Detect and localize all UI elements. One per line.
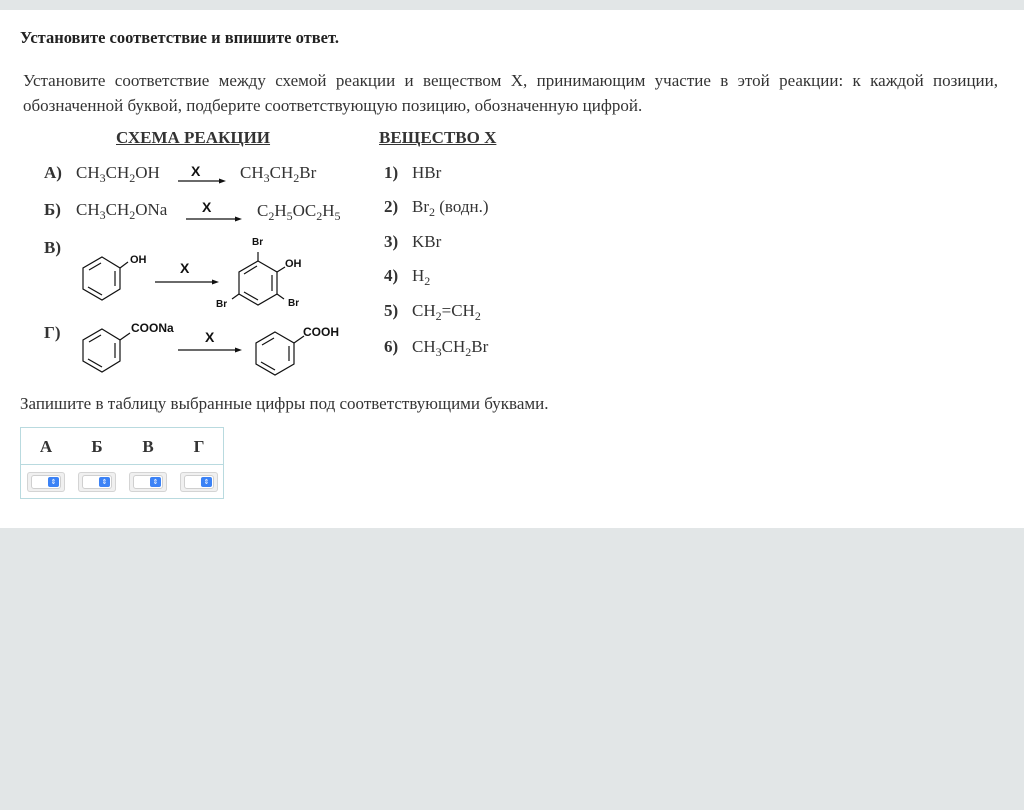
answer-header-g: Г <box>193 437 205 456</box>
reaction-v-letter: В) <box>44 238 61 257</box>
benzoic-cooh-label: COOH <box>303 325 339 339</box>
answer-header-v: В <box>142 437 154 456</box>
reaction-a-product: $CH_3CH_2Br$ <box>240 163 317 185</box>
option-3-number: 3) <box>384 232 399 251</box>
reaction-v-arrow-icon <box>155 277 221 287</box>
answer-header-b: Б <box>91 437 103 456</box>
answer-select-b-field <box>82 475 112 489</box>
option-4-text: $H_2$ <box>412 266 431 288</box>
option-1-number: 1) <box>384 163 399 182</box>
answer-select-a[interactable] <box>27 472 65 492</box>
answer-select-g-field <box>184 475 214 489</box>
reaction-a-arrow-label: X <box>191 163 201 179</box>
reaction-a-letter: А) <box>44 163 62 182</box>
task-instruction: Установите соответствие и впишите ответ. <box>20 28 339 47</box>
product-br-left-label: Br <box>216 299 228 310</box>
sodium-benzoate-structure-icon <box>80 323 132 373</box>
option-6-number: 6) <box>384 337 399 356</box>
answer-select-g[interactable] <box>180 472 218 492</box>
reaction-scheme-header: СХЕМА РЕАКЦИИ <box>116 128 271 147</box>
reaction-b-arrow-label: X <box>202 199 212 215</box>
task-card <box>0 10 1024 528</box>
reaction-g-letter: Г) <box>44 323 61 342</box>
option-2-text: $Br_2$ (водн.) <box>412 197 489 219</box>
product-oh-label: OH <box>285 258 302 270</box>
answer-select-a-field <box>31 475 61 489</box>
select-arrows-icon: ⇕ <box>99 477 110 487</box>
product-br-top-label: Br <box>252 237 264 248</box>
option-5-text: $CH_2=CH_2$ <box>412 301 481 323</box>
reaction-b-arrow-icon <box>186 214 244 224</box>
option-4-number: 4) <box>384 266 399 285</box>
answer-header-a: А <box>39 437 53 456</box>
reaction-b-product: $C_2H_5OC_2H_5$ <box>257 201 341 223</box>
product-br-right-label: Br <box>288 298 300 309</box>
reaction-g-arrow-label: X <box>205 329 215 345</box>
reaction-a-reactant: $CH_3CH_2OH$ <box>76 163 160 185</box>
reaction-b-reactant: $CH_3CH_2ONa$ <box>76 200 168 222</box>
benzoic-acid-structure-icon <box>253 325 307 377</box>
phenol-oh-label: OH <box>130 254 147 266</box>
select-arrows-icon: ⇕ <box>201 477 212 487</box>
answer-prompt: Запишите в таблицу выбранные цифры под соответствующими буквами. <box>20 394 549 413</box>
reaction-v-arrow-label: X <box>180 260 190 276</box>
reaction-g-arrow-icon <box>178 345 244 355</box>
option-3-text: KBr <box>412 232 442 251</box>
option-5-number: 5) <box>384 301 399 320</box>
reaction-b-letter: Б) <box>44 200 61 219</box>
benzoate-coona-label: COONa <box>131 321 174 335</box>
option-1-text: HBr <box>412 163 442 182</box>
answer-select-v[interactable] <box>129 472 167 492</box>
answer-table <box>20 427 224 499</box>
answer-table-header <box>21 428 223 465</box>
substance-x-header: ВЕЩЕСТВО X <box>379 128 497 147</box>
answer-select-b[interactable] <box>78 472 116 492</box>
select-arrows-icon: ⇕ <box>150 477 161 487</box>
reaction-a-arrow-icon <box>178 176 228 186</box>
select-arrows-icon: ⇕ <box>48 477 59 487</box>
question-text: Установите соответствие между схемой реакции и веществом X, принимающим участие в этой реакции: к каждой позиции, обозначенной буквой, подберите соответствующую позицию, обозначенную цифрой. <box>23 71 998 115</box>
option-6-text: $CH_3CH_2Br$ <box>412 337 489 359</box>
option-2-number: 2) <box>384 197 399 216</box>
phenol-structure-icon <box>80 255 128 305</box>
answer-select-v-field <box>133 475 163 489</box>
